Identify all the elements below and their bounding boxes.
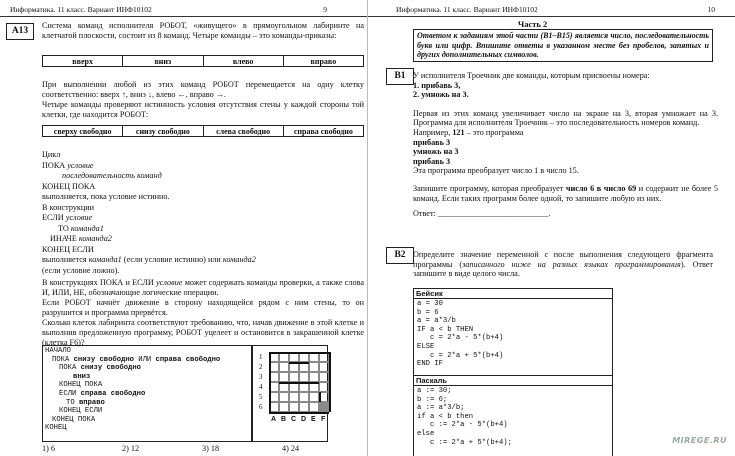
maze-row-label: 2 [259,363,263,371]
condition-cell: снизу свободно [123,126,203,137]
a13-p2: Четыре команды проверяют истинность условия отсутствия стены у каждой стороны той клетки, где находится РОБОТ: [42,100,364,119]
b1-example-line: умножь на 3 [413,147,459,157]
b1-example-line: прибавь 3 [413,156,451,166]
page-header [0,5,367,17]
syntax-line: КОНЕЦ ПОКА [42,181,96,191]
header-title: Информатика. 11 класс. Вариант ИНФ10102 [10,5,152,14]
maze-wall [289,362,309,364]
move-cell: влево [203,56,283,67]
maze-cell [299,402,309,412]
maze-col-label: F [321,416,326,423]
maze-col-label: E [311,416,316,423]
basic-title: Бейсик [414,289,612,299]
maze-cell [279,382,289,392]
b1-answer-line[interactable]: Ответ: ___________________________. [413,209,551,219]
maze-cell [269,382,279,392]
syntax-line: выполняется, пока условие истинно. [42,192,170,201]
syntax-line: В конструкции [42,202,95,212]
part-notice: Ответом к заданиям этой части (В1–В15) является число, последовательность букв или цифр. Впишите ответы в указанном месте без пробелов, запятых и других дополнительных символов. [413,29,713,62]
syntax-line: последовательность команд [62,171,162,180]
maze-wall [279,382,319,384]
question-number-b1: B1 [386,68,414,85]
left-page [0,0,367,456]
maze-cell [279,392,289,402]
right-page [368,0,735,456]
maze-cell [319,362,329,372]
maze-row-label: 5 [259,393,263,401]
maze-wall [269,352,329,354]
syntax-line: КОНЕЦ ЕСЛИ [42,244,94,254]
page-number: 10 [707,5,715,14]
maze-box [252,345,328,442]
program-line: ТО вправо [66,398,105,407]
robot-program [42,345,252,442]
maze-cell [299,392,309,402]
program-line: ПОКА снизу свободно [59,364,141,373]
maze-grid [257,350,327,440]
maze-cell [279,362,289,372]
maze-cell [289,392,299,402]
a13-p3: В конструкциях ПОКА и ЕСЛИ условие может содержать команды проверки, а также слова И, ИЛИ, НЕ, обозначающие логические операции. [42,278,365,297]
moves-table [42,55,364,67]
maze-cell [289,372,299,382]
syntax-line: ПОКА условие [42,160,94,170]
b1-command: 2. умножь на 3. [413,90,469,100]
syntax-line: Цикл [42,150,61,159]
a13-intro: Система команд исполнителя РОБОТ, «живущего» в прямоугольном лабиринте на клетчатой плоскости, состоит из 8 команд. Четыре команды – это команды-приказы: [42,21,364,40]
maze-cell [309,392,319,402]
maze-cell [319,372,329,382]
answer-option[interactable]: 3) 18 [202,444,220,453]
maze-row-label: 1 [259,353,263,361]
maze-cell [299,352,309,362]
condition-cell: сверху свободно [43,126,123,137]
maze-cell [269,392,279,402]
maze-cell [269,362,279,372]
maze-cell [319,392,329,402]
maze-col-label: C [291,416,297,423]
answer-option[interactable]: 4) 24 [282,444,300,453]
maze-cell [319,352,329,362]
maze-cell [309,352,319,362]
condition-cell: справа свободно [283,126,363,137]
answer-options [42,444,362,454]
maze-cell [279,372,289,382]
b1-description: Первая из этих команд увеличивает число на экране на 3, вторая умножает на 3. Программа для исполнителя Троечник – это последовательность номеров команд. [413,108,718,128]
syntax-line: (если условие ложно). [42,265,120,275]
maze-row-label: 4 [259,383,263,391]
maze-cell [269,372,279,382]
maze-wall [269,412,329,414]
maze-cell [309,372,319,382]
maze-wall [319,392,321,402]
program-line: вниз [73,372,91,381]
maze-cell [279,402,289,412]
a13-p4: Если РОБОТ начнёт движение в сторону находящейся рядом с ним стены, то он разрушится и программа прервётся. [42,298,364,317]
part-title: Часть 2 [518,19,548,29]
maze-cell [319,402,329,412]
pascal-title: Паскаль [414,376,612,386]
b1-task: Запишите программу, которая преобразует число 6 в число 69 и содержит не более 5 команд. Если таких программ более одной, то запишите любую из них. [413,183,719,203]
move-cell: вправо [283,56,363,67]
maze-cell [289,402,299,412]
maze-cell [299,372,309,382]
program-line: КОНЕЦ ЕСЛИ [59,407,103,416]
basic-code-block [413,288,613,376]
maze-cell [309,402,319,412]
maze-cell [269,402,279,412]
a13-p1: При выполнении любой из этих команд РОБОТ перемещается на одну клетку соответственно: вверх ↑, вниз ↓, влево ←, вправо →. [42,80,364,99]
maze-cell [309,382,319,392]
maze-cell [269,352,279,362]
program-line: КОНЕЦ [45,424,67,433]
maze-cell [289,362,299,372]
maze-col-label: B [281,416,287,423]
page-number: 9 [323,5,327,14]
b2-task: Определите значение переменной c после выполнения следующего фрагмента программы (записанного ниже на разных языках программирования). Ответ запишите в виде целого числа. [413,250,713,279]
conditions-table [42,125,364,137]
page-header [368,5,735,17]
syntax-line: ТО команда1 [58,223,104,233]
header-title: Информатика. 11 класс. Вариант ИНФ10102 [396,5,538,14]
maze-row-label: 6 [259,403,263,411]
move-cell: вниз [123,56,203,67]
program-line: НАЧАЛО [45,347,71,355]
program-line: ЕСЛИ справа свободно [59,389,146,398]
answer-option[interactable]: 2) 12 [122,444,140,453]
answer-option[interactable]: 1) 6 [42,444,55,453]
program-code [45,347,249,433]
pascal-code-block [413,375,613,456]
b1-command: 1. прибавь 3, [413,80,461,90]
program-line: КОНЕЦ ПОКА [52,415,96,424]
maze-cell [299,362,309,372]
syntax-line: выполняется команда1 (если условие истинно) или команда2 [42,255,256,264]
maze-cell [299,382,309,392]
condition-cell: слева свободно [203,126,283,137]
basic-code: a = 30 b = 6 a = a*3/b IF a < b THEN c = 2*a - 5*(b+4) ELSE c = 2*a + 5*(b+4) END IF [417,300,504,369]
question-number-b2: B2 [386,247,414,264]
maze-cell [289,382,299,392]
syntax-line: ИНАЧЕ команда2 [50,234,112,243]
program-line: КОНЕЦ ПОКА [59,381,103,390]
maze-cell [319,382,329,392]
maze-wall [269,352,271,412]
b1-example-line: прибавь 3 [413,137,451,147]
maze-wall [329,352,331,412]
syntax-line: ЕСЛИ условие [42,213,93,222]
b1-example-result: Эта программа преобразует число 1 в число 15. [413,166,579,176]
syntax-description [42,150,364,276]
b1-intro: У исполнителя Троечник две команды, которым присвоены номера: [413,71,650,80]
maze-row-label: 3 [259,373,263,381]
maze-cell [309,362,319,372]
move-cell: вверх [43,56,123,67]
question-number-a13: A13 [6,23,34,40]
program-line: ПОКА снизу свободно ИЛИ справа свободно [52,355,221,364]
watermark: MIREGE.RU [672,436,727,445]
pascal-code: a := 30; b := 6; a := a*3/b; if a < b then c := 2*a - 5*(b+4) else c := 2*a + 5*(b+4); [417,387,512,447]
b1-body [413,71,718,219]
b1-example: Например, 121 – это программа [413,127,524,137]
maze-col-label: D [301,416,307,423]
maze-col-label: A [271,416,277,423]
maze-cell [289,352,299,362]
a13-p5: Сколько клеток лабиринта соответствуют требованию, что, начав движение в этой клетке и выполнив предложенную программу, РОБОТ уцелеет и остановится в закрашенной клетке (клетка F6)? [42,318,364,347]
maze-cell [279,352,289,362]
